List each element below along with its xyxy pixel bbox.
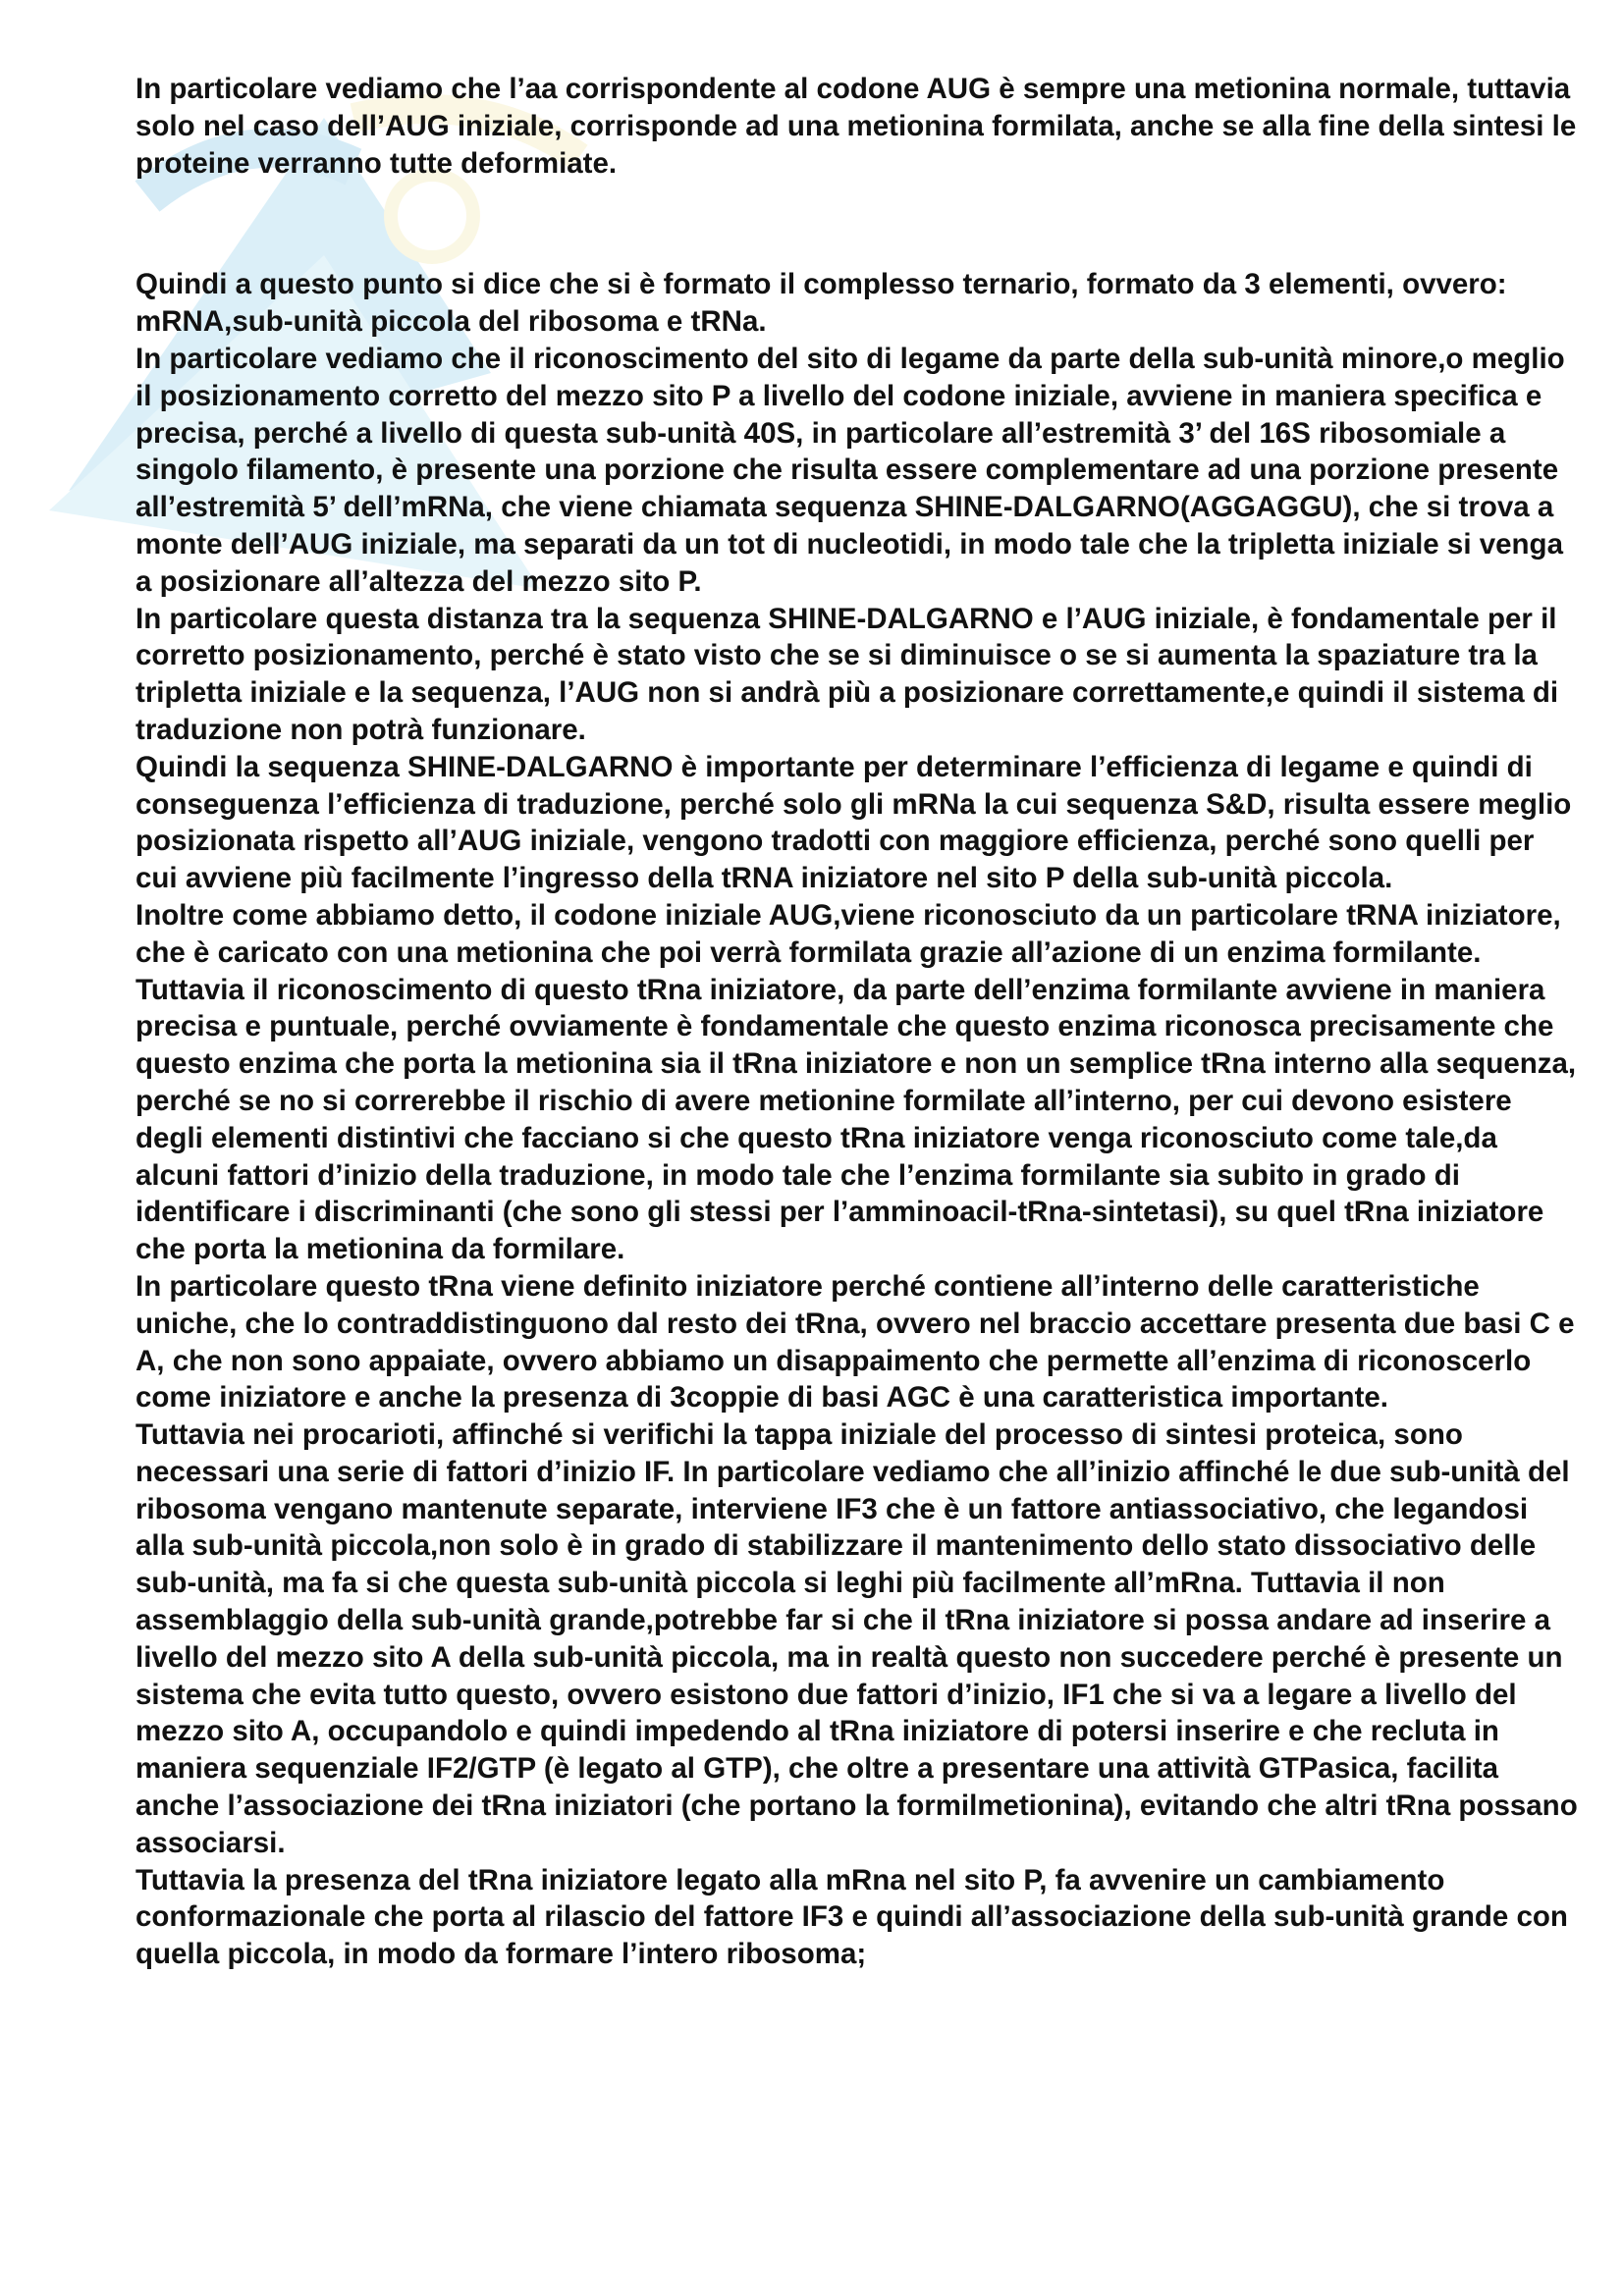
paragraph-4: In particolare questa distanza tra la sequenza SHINE-DALGARNO e l’AUG iniziale, è fondamentale per il corretto posizionamento, perché è stato visto che se si diminuisce o se si aumenta la spaziature tra la tripletta iniziale e la sequenza, l’AUG non si andrà più a posizionare correttamente,e quindi il sistema di traduzione non potrà funzionare.	[135, 602, 1559, 746]
paragraph-3: In particolare vediamo che il riconoscimento del sito di legame da parte della sub-unità minore,o meglio il posizionamento corretto del mezzo sito P a livello del codone iniziale, avviene in maniera specifica e precisa, perché a livello di questa sub-unità 40S, in particolare all’estremità 3’ del 16S ribosomiale a singolo filamento, è presente una porzione che risulta essere complementare ad una porzione presente all’estremità 5’ dell’mRNa, che viene chiamata sequenza SHINE-DALGARNO(AGGAGGU), che si trova a monte dell’AUG iniziale, ma separati da un tot di nucleotidi, in modo tale che la tripletta iniziale si venga a posizionare all’altezza del mezzo sito P.	[135, 342, 1565, 598]
document-body	[135, 71, 1579, 1973]
paragraph-6: Inoltre come abbiamo detto, il codone iniziale AUG,viene riconosciuto da un particolare tRNA iniziatore, che è caricato con una metionina che poi verrà formilata grazie all’azione di un enzima formilante. Tuttavia il riconoscimento di questo tRna iniziatore, da parte dell’enzima formilante avviene in maniera precisa e puntuale, perché ovviamente è fondamentale che questo enzima riconosca precisamente che questo enzima che porta la metionina sia il tRna iniziatore e non un semplice tRna interno alla sequenza, perché se no si correrebbe il rischio di avere metionine formilate all’interno, per cui devono esistere degli elementi distintivi che facciano si che questo tRna iniziatore venga riconosciuto come tale,da alcuni fattori d’inizio della traduzione, in modo tale che l’enzima formilante sia subito in grado di identificare i discriminanti (che sono gli stessi per l’amminoacil-tRna-sintetasi), su quel tRna iniziatore che porta la metionina da formilare.	[135, 898, 1577, 1266]
paragraph-7: In particolare questo tRna viene definito iniziatore perché contiene all’interno delle caratteristiche uniche, che lo contraddistinguono dal resto dei tRna, ovvero nel braccio accettare presenta due basi C e A, che non sono appaiate, ovvero abbiamo un disappaimento che permette all’enzima di riconoscerlo come iniziatore e anche la presenza di 3coppie di basi AGC è una caratteristica importante.	[135, 1269, 1575, 1415]
paragraph-5: Quindi la sequenza SHINE-DALGARNO è importante per determinare l’efficienza di legame e quindi di conseguenza l’efficienza di traduzione, perché solo gli mRNa la cui sequenza S&D, risulta essere meglio posizionata rispetto all’AUG iniziale, vengono tradotti con maggiore efficienza, perché sono quelli per cui avviene più facilmente l’ingresso della tRNA iniziatore nel sito P della sub-unità piccola.	[135, 750, 1572, 895]
paragraph-gap	[135, 182, 1579, 266]
paragraph-9: Tuttavia la presenza del tRna iniziatore legato alla mRna nel sito P, fa avvenire un cambiamento conformazionale che porta al rilascio del fattore IF3 e quindi all’associazione della sub-unità grande con quella piccola, in modo da formare l’intero ribosoma;	[135, 1863, 1568, 1971]
paragraph-1: In particolare vediamo che l’aa corrispondente al codone AUG è sempre una metionina normale, tuttavia solo nel caso dell’AUG iniziale, corrisponde ad una metionina formilata, anche se alla fine della sintesi le proteine verranno tutte deformiate.	[135, 73, 1577, 180]
paragraph-2: Quindi a questo punto si dice che si è formato il complesso ternario, formato da 3 elementi, ovvero: mRNA,sub-unità piccola del ribosoma e tRNa.	[135, 268, 1507, 339]
paragraph-8: Tuttavia nei procarioti, affinché si verifichi la tappa iniziale del processo di sintesi proteica, sono necessari una serie di fattori d’inizio IF. In particolare vediamo che all’inizio affinché le due sub-unità del ribosoma vengano mantenute separate, interviene IF3 che è un fattore antiassociativo, che legandosi alla sub-unità piccola,non solo è in grado di stabilizzare il mantenimento dello stato dissociativo delle sub-unità, ma fa si che questa sub-unità piccola si leghi più facilmente all’mRna. Tuttavia il non assemblaggio della sub-unità grande,potrebbe far si che il tRna iniziatore si possa andare ad inserire a livello del mezzo sito A della sub-unità piccola, ma in realtà questo non succedere perché è presente un sistema che evita tutto questo, ovvero esistono due fattori d’inizio, IF1 che si va a legare a livello del mezzo sito A, occupandolo e quindi impedendo al tRna iniziatore di potersi inserire e che recluta in maniera sequenziale IF2/GTP (è legato al GTP), che oltre a presentare una attività GTPasica, facilita anche l’associazione dei tRna iniziatori (che portano la formilmetionina), evitando che altri tRna possano associarsi.	[135, 1418, 1578, 1859]
